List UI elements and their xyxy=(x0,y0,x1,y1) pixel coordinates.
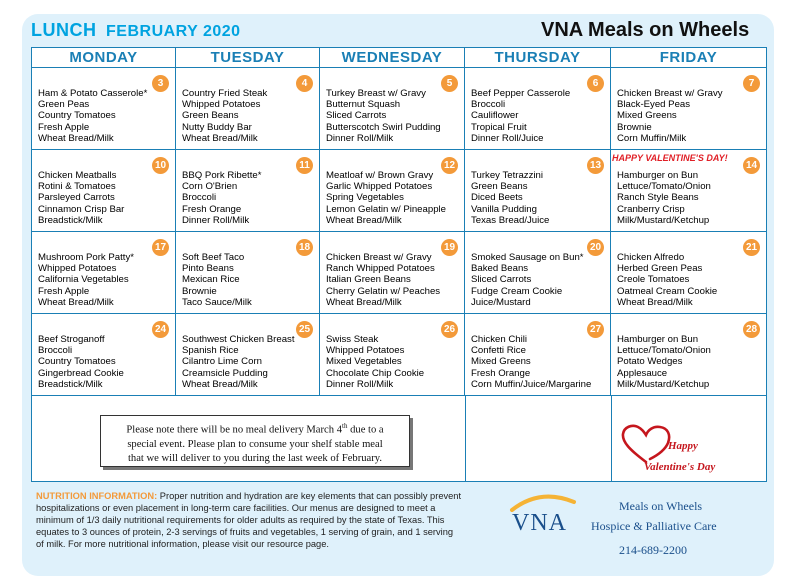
menu-item: Spring Vegetables xyxy=(326,192,404,204)
menu-item: Vanilla Pudding xyxy=(471,203,537,215)
menu-item: Creole Tomatoes xyxy=(617,274,690,286)
menu-item: Garlic Whipped Potatoes xyxy=(326,181,433,193)
heart-icon xyxy=(620,423,672,465)
weeks xyxy=(32,68,767,396)
empty-cell xyxy=(466,396,611,482)
day-header-wednesday: WEDNESDAY xyxy=(320,48,465,68)
menu-item: Turkey Tetrazzini xyxy=(471,170,543,181)
menu-item: Spanish Rice xyxy=(182,345,239,357)
date-badge: 5 xyxy=(441,75,458,92)
day-cell xyxy=(176,150,320,232)
menu-items xyxy=(38,170,124,226)
menu-item: Dinner Roll/Milk xyxy=(326,378,394,390)
day-cell xyxy=(320,232,465,314)
menu-item: Mushroom Pork Patty* xyxy=(38,252,134,263)
menu-items xyxy=(617,88,723,144)
menu-item: Chicken Alfredo xyxy=(617,252,685,263)
menu-item: Oatmeal Cream Cookie xyxy=(617,285,718,297)
day-cell xyxy=(32,150,176,232)
day-header-row xyxy=(32,48,767,68)
menu-item: Breadstick/Milk xyxy=(38,378,103,390)
day-cell xyxy=(176,232,320,314)
menu-item: Nutty Buddy Bar xyxy=(182,121,252,133)
menu-item: Juice/Mustard xyxy=(471,296,531,308)
menu-item: Herbed Green Peas xyxy=(617,263,703,275)
menu-item: Parsleyed Carrots xyxy=(38,192,115,204)
menu-item: Brownie xyxy=(617,121,652,133)
menu-item: Smoked Sausage on Bun* xyxy=(471,252,584,263)
menu-item: Whipped Potatoes xyxy=(182,99,261,111)
date-badge: 20 xyxy=(587,239,604,256)
date-badge: 25 xyxy=(296,321,313,338)
menu-item: Mixed Greens xyxy=(471,356,531,368)
date-badge: 24 xyxy=(152,321,169,338)
menu-item: Pinto Beans xyxy=(182,263,234,275)
day-cell xyxy=(176,314,320,396)
menu-item: Soft Beef Taco xyxy=(182,252,245,263)
menu-item: Fudge Cream Cookie xyxy=(471,285,563,297)
menu-item: Dinner Roll/Milk xyxy=(326,132,394,144)
menu-items xyxy=(182,88,267,144)
day-header-friday: FRIDAY xyxy=(611,48,767,68)
menu-items xyxy=(326,170,446,226)
menu-item: Cinnamon Crisp Bar xyxy=(38,203,125,215)
menu-item: Broccoli xyxy=(182,192,217,204)
day-cell xyxy=(32,232,176,314)
menu-item: Milk/Mustard/Ketchup xyxy=(617,378,710,390)
date-badge: 13 xyxy=(587,157,604,174)
menu-item: Milk/Mustard/Ketchup xyxy=(617,214,710,226)
menu-items xyxy=(182,334,295,390)
footer-phone: 214-689-2200 xyxy=(619,543,687,557)
menu-item: Black-Eyed Peas xyxy=(617,99,691,111)
menu-items xyxy=(471,334,591,390)
day-header-thursday: THURSDAY xyxy=(465,48,611,68)
menu-item: Sliced Carrots xyxy=(326,110,387,122)
date-badge: 12 xyxy=(441,157,458,174)
week-row xyxy=(32,150,767,232)
day-cell xyxy=(32,314,176,396)
date-badge: 27 xyxy=(587,321,604,338)
month-label: FEBRUARY 2020 xyxy=(106,23,241,40)
notice-line-3: that we will deliver to you during the last week of February. xyxy=(127,452,383,464)
menu-item: Diced Beets xyxy=(471,192,523,204)
holiday-note: HAPPY VALENTINE'S DAY! xyxy=(612,153,728,163)
menu-items xyxy=(182,252,252,308)
menu-item: Cranberry Crisp xyxy=(617,203,685,215)
footer-org-line-2: Hospice & Palliative Care xyxy=(591,519,717,533)
menu-item: Brownie xyxy=(182,285,217,297)
day-cell xyxy=(320,68,465,150)
menu-item: Wheat Bread/Milk xyxy=(617,296,693,308)
menu-item: Dinner Roll/Milk xyxy=(182,214,250,226)
date-badge: 14 xyxy=(743,157,760,174)
menu-item: Tropical Fruit xyxy=(471,121,527,133)
day-cell xyxy=(320,150,465,232)
menu-items xyxy=(38,334,124,390)
nutrition-title: NUTRITION INFORMATION: xyxy=(36,491,158,501)
menu-item: Corn Muffin/Juice/Margarine xyxy=(471,378,592,390)
day-cell xyxy=(611,232,767,314)
menu-item: Broccoli xyxy=(471,99,506,111)
menu-item: Applesauce xyxy=(617,367,668,379)
vna-logo-text: VNA xyxy=(512,510,567,536)
day-header-tuesday: TUESDAY xyxy=(176,48,320,68)
menu-item: Wheat Bread/Milk xyxy=(326,296,402,308)
date-badge: 28 xyxy=(743,321,760,338)
day-cell xyxy=(465,150,611,232)
menu-title xyxy=(31,20,241,41)
menu-item: Corn Muffin/Milk xyxy=(617,132,687,144)
menu-items xyxy=(471,170,549,226)
date-badge: 18 xyxy=(296,239,313,256)
day-cell xyxy=(465,314,611,396)
menu-item: California Vegetables xyxy=(38,274,129,286)
menu-item: Hamburger on Bun xyxy=(617,170,699,181)
week-row xyxy=(32,314,767,396)
menu-item: Ham & Potato Casserole* xyxy=(38,88,148,99)
date-badge: 4 xyxy=(296,75,313,92)
valentine-happy: Happy xyxy=(668,440,698,452)
date-badge: 3 xyxy=(152,75,169,92)
menu-item: Dinner Roll/Juice xyxy=(471,132,544,144)
menu-items xyxy=(471,88,570,144)
date-badge: 7 xyxy=(743,75,760,92)
day-cell xyxy=(465,232,611,314)
date-badge: 11 xyxy=(296,157,313,174)
menu-item: Creamsicle Pudding xyxy=(182,367,268,379)
week-row xyxy=(32,232,767,314)
notice-line-2: special event. Please plan to consume your shelf stable meal xyxy=(127,438,383,450)
day-cell xyxy=(611,314,767,396)
menu-item: Southwest Chicken Breast xyxy=(182,334,295,345)
menu-item: Green Peas xyxy=(38,99,90,111)
menu-item: Cilantro Lime Corn xyxy=(182,356,262,368)
menu-item: Texas Bread/Juice xyxy=(471,214,550,226)
menu-item: Fresh Apple xyxy=(38,285,90,297)
menu-item: Wheat Bread/Milk xyxy=(38,132,114,144)
menu-item: Mexican Rice xyxy=(182,274,240,286)
menu-item: Beef Pepper Casserole xyxy=(471,88,571,99)
day-header-monday: MONDAY xyxy=(32,48,176,68)
menu-items xyxy=(182,170,261,226)
menu-item: Confetti Rice xyxy=(471,345,526,357)
menu-item: Beef Stroganoff xyxy=(38,334,105,345)
menu-item: Wheat Bread/Milk xyxy=(38,296,114,308)
menu-item: Rotini & Tomatoes xyxy=(38,181,116,193)
day-cell xyxy=(32,68,176,150)
menu-items xyxy=(38,252,134,308)
menu-item: Breadstick/Milk xyxy=(38,214,103,226)
menu-item: Chicken Chili xyxy=(471,334,527,345)
menu-items xyxy=(617,334,711,390)
organization-title: VNA Meals on Wheels xyxy=(541,19,750,41)
date-badge: 6 xyxy=(587,75,604,92)
date-badge: 10 xyxy=(152,157,169,174)
menu-item: Hamburger on Bun xyxy=(617,334,699,345)
menu-item: Country Fried Steak xyxy=(182,88,268,99)
day-cell xyxy=(176,68,320,150)
menu-item: Fresh Orange xyxy=(182,203,242,215)
menu-item: Chicken Meatballs xyxy=(38,170,117,181)
menu-item: Butternut Squash xyxy=(326,99,401,111)
menu-item: Mixed Greens xyxy=(617,110,677,122)
menu-item: Chicken Breast w/ Gravy xyxy=(617,88,723,99)
menu-item: Butterscotch Swirl Pudding xyxy=(326,121,441,133)
menu-item: Whipped Potatoes xyxy=(326,345,405,357)
menu-item: Chocolate Chip Cookie xyxy=(326,367,425,379)
menu-item: Italian Green Beans xyxy=(326,274,411,286)
menu-item: Fresh Apple xyxy=(38,121,90,133)
date-badge: 26 xyxy=(441,321,458,338)
notice-box xyxy=(100,415,410,467)
menu-item: Gingerbread Cookie xyxy=(38,367,124,379)
day-cell xyxy=(611,150,767,232)
menu-item: Green Beans xyxy=(471,181,528,193)
menu-item: Baked Beans xyxy=(471,263,529,275)
menu-item: Cauliflower xyxy=(471,110,519,122)
menu-items xyxy=(617,252,717,308)
menu-item: Turkey Breast w/ Gravy xyxy=(326,88,426,99)
menu-item: BBQ Pork Ribette* xyxy=(182,170,262,181)
nutrition-body: Proper nutrition and hydration are key elements that can possibly prevent hospitalizations or even placement in long-term care facilities. Our menus are designed to meet a minimum of 1/3 daily nutritional requirements for older adults as required by the state of Texas. This equates to 3 ounces of protein, 2-3 servings of fruits and vegetables, 1 serving of grain, and 1 serving of milk. For more nutritional information, please visit our resource page. xyxy=(36,491,462,549)
menu-items xyxy=(326,252,440,308)
date-badge: 17 xyxy=(152,239,169,256)
notice-line-1: Please note there will be no meal delivery March 4th due to a xyxy=(126,422,384,436)
menu-item: Cherry Gelatin w/ Peaches xyxy=(326,285,441,297)
lunch-label: LUNCH xyxy=(31,20,97,40)
menu-item: Wheat Bread/Milk xyxy=(182,378,258,390)
date-badge: 21 xyxy=(743,239,760,256)
menu-item: Lettuce/Tomato/Onion xyxy=(617,181,711,193)
menu-item: Chicken Breast w/ Gravy xyxy=(326,252,432,263)
menu-item: Country Tomatoes xyxy=(38,356,116,368)
menu-item: Wheat Bread/Milk xyxy=(326,214,402,226)
day-cell xyxy=(611,68,767,150)
menu-item: Swiss Steak xyxy=(326,334,379,345)
menu-item: Lettuce/Tomato/Onion xyxy=(617,345,711,357)
menu-item: Broccoli xyxy=(38,345,73,357)
menu-item: Lemon Gelatin w/ Pineapple xyxy=(326,203,446,215)
footer-org-line-1: Meals on Wheels xyxy=(619,499,703,513)
vna-arc-logo-icon xyxy=(508,492,578,512)
menu-item: Ranch Style Beans xyxy=(617,192,699,204)
date-badge: 19 xyxy=(441,239,458,256)
menu-item: Whipped Potatoes xyxy=(38,263,117,275)
menu-item: Country Tomatoes xyxy=(38,110,116,122)
menu-item: Fresh Orange xyxy=(471,367,531,379)
menu-item: Mixed Vegetables xyxy=(326,356,402,368)
menu-item: Green Beans xyxy=(182,110,239,122)
menu-items xyxy=(38,88,147,144)
day-cell xyxy=(320,314,465,396)
menu-item: Taco Sauce/Milk xyxy=(182,296,252,308)
day-cell xyxy=(465,68,611,150)
menu-items xyxy=(617,170,711,226)
week-row xyxy=(32,68,767,150)
menu-items xyxy=(326,88,441,144)
menu-item: Wheat Bread/Milk xyxy=(182,132,258,144)
menu-item: Ranch Whipped Potatoes xyxy=(326,263,435,275)
menu-items xyxy=(326,334,424,390)
menu-item: Potato Wedges xyxy=(617,356,683,368)
nutrition-info xyxy=(31,487,468,574)
menu-item: Corn O'Brien xyxy=(182,181,238,193)
menu-items xyxy=(471,252,584,308)
valentine-day: Valentine's Day xyxy=(644,461,716,473)
menu-item: Sliced Carrots xyxy=(471,274,532,286)
menu-item: Meatloaf w/ Brown Gravy xyxy=(326,170,434,181)
